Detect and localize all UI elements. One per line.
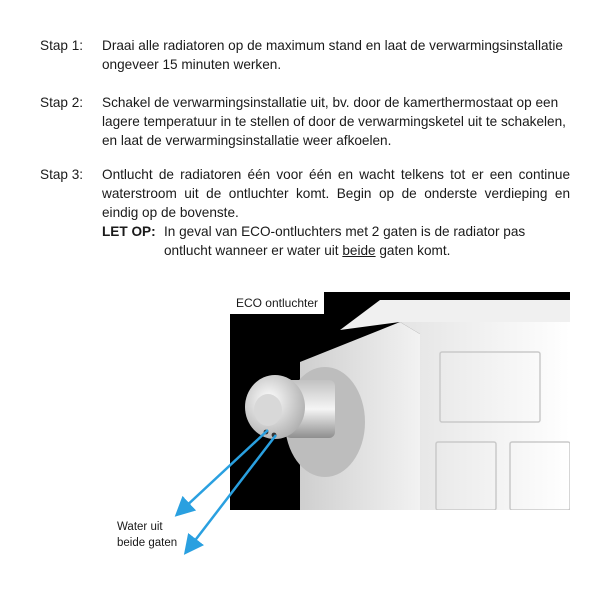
step-1-label: Stap 1: (40, 38, 84, 53)
step-3-label: Stap 3: (40, 167, 84, 182)
water-caption-line2: beide gaten (117, 537, 178, 549)
note-underlined: beide (342, 243, 376, 258)
water-caption-line1: Water uit (117, 521, 163, 533)
note-text-before: In geval van ECO-ontluchters met 2 gaten is de radiator pas ontlucht wanneer er water uit (164, 224, 526, 258)
note-text-after: gaten komt. (375, 243, 451, 258)
step-3-text: Ontlucht de radiatoren één voor één en wacht telkens tot er een continue waterstroom uit de ontluchter komt. Begin op de onderste verdieping en eindig op de bovenste. (102, 167, 570, 220)
step-2-text: Schakel de verwarmingsinstallatie uit, bv. door de kamerthermostaat op een lagere temperatuur in te stellen of door de verwarmingsketel uit te schakelen, en laat de verwarmingsinstallatie weer afkoelen. (102, 95, 566, 148)
arrow-1 (182, 430, 268, 510)
step-2-label: Stap 2: (40, 95, 84, 110)
water-caption (117, 519, 177, 551)
step-1-text: Draai alle radiatoren op de maximum stand en laat de verwarmingsinstallatie ongeveer 15 minuten werken. (102, 38, 563, 72)
note-label: LET OP: (102, 224, 156, 239)
eco-label: ECO ontluchter (230, 292, 325, 315)
